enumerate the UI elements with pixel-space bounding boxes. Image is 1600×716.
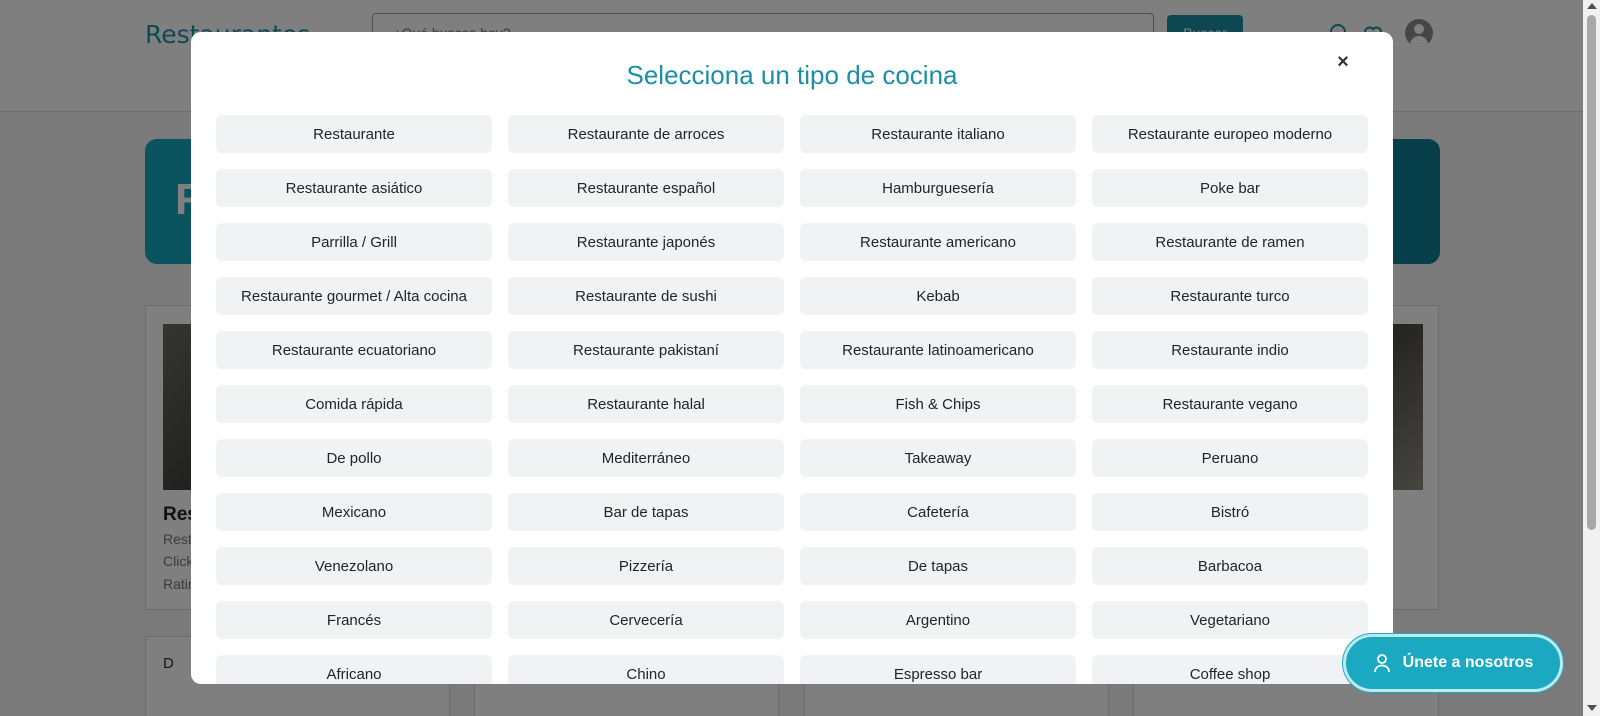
cuisine-option[interactable]: Bistró — [1092, 493, 1368, 531]
cuisine-option[interactable]: Restaurante español — [508, 169, 784, 207]
cuisine-option[interactable]: Cervecería — [508, 601, 784, 639]
cuisine-option[interactable]: Restaurante gourmet / Alta cocina — [216, 277, 492, 315]
cuisine-option[interactable]: Restaurante de sushi — [508, 277, 784, 315]
cuisine-option[interactable]: Fish & Chips — [800, 385, 1076, 423]
cuisine-option[interactable]: De tapas — [800, 547, 1076, 585]
cuisine-option[interactable]: Argentino — [800, 601, 1076, 639]
cuisine-option[interactable]: Restaurante de ramen — [1092, 223, 1368, 261]
join-us-label: Únete a nosotros — [1402, 654, 1534, 671]
cuisine-option[interactable]: Mexicano — [216, 493, 492, 531]
cuisine-option[interactable]: Francés — [216, 601, 492, 639]
scroll-down-arrow[interactable] — [1587, 705, 1597, 711]
cuisine-option[interactable]: Restaurante asiático — [216, 169, 492, 207]
cuisine-option[interactable]: Restaurante japonés — [508, 223, 784, 261]
cuisine-option[interactable]: Restaurante europeo moderno — [1092, 115, 1368, 153]
user-icon — [1373, 653, 1391, 673]
cuisine-option[interactable]: Espresso bar — [800, 655, 1076, 684]
page-scrollbar[interactable] — [1583, 0, 1600, 716]
cuisine-option[interactable]: Peruano — [1092, 439, 1368, 477]
cuisine-option[interactable]: Restaurante italiano — [800, 115, 1076, 153]
cuisine-option[interactable]: Kebab — [800, 277, 1076, 315]
cuisine-option[interactable]: Vegetariano — [1092, 601, 1368, 639]
cuisine-option[interactable]: Venezolano — [216, 547, 492, 585]
cuisine-option[interactable]: Coffee shop — [1092, 655, 1368, 684]
cuisine-option[interactable]: Poke bar — [1092, 169, 1368, 207]
cuisine-option[interactable]: Parrilla / Grill — [216, 223, 492, 261]
cuisine-option[interactable]: Restaurante — [216, 115, 492, 153]
cuisine-option[interactable]: Takeaway — [800, 439, 1076, 477]
modal-title: Selecciona un tipo de cocina — [626, 60, 958, 90]
cuisine-option[interactable]: Hamburguesería — [800, 169, 1076, 207]
join-us-button[interactable] — [1343, 634, 1563, 692]
cuisine-option[interactable]: Restaurante indio — [1092, 331, 1368, 369]
cuisine-option[interactable]: De pollo — [216, 439, 492, 477]
cuisine-option[interactable]: Chino — [508, 655, 784, 684]
cuisine-option[interactable]: Barbacoa — [1092, 547, 1368, 585]
close-button[interactable]: × — [1331, 50, 1355, 74]
cuisine-option[interactable]: Restaurante turco — [1092, 277, 1368, 315]
scroll-thumb[interactable] — [1587, 15, 1596, 530]
cuisine-option[interactable]: Mediterráneo — [508, 439, 784, 477]
scroll-up-arrow[interactable] — [1587, 3, 1597, 9]
cuisine-option[interactable]: Restaurante vegano — [1092, 385, 1368, 423]
cuisine-option[interactable]: Restaurante de arroces — [508, 115, 784, 153]
cuisine-option[interactable]: Restaurante ecuatoriano — [216, 331, 492, 369]
cuisine-option[interactable]: Restaurante halal — [508, 385, 784, 423]
cuisine-option[interactable]: Restaurante latinoamericano — [800, 331, 1076, 369]
cuisine-option[interactable]: Bar de tapas — [508, 493, 784, 531]
cuisine-option[interactable]: Comida rápida — [216, 385, 492, 423]
cuisine-option[interactable]: Restaurante pakistaní — [508, 331, 784, 369]
cuisine-option[interactable]: Africano — [216, 655, 492, 684]
cuisine-option[interactable]: Cafetería — [800, 493, 1076, 531]
cuisine-modal — [191, 32, 1393, 684]
cuisine-option[interactable]: Pizzería — [508, 547, 784, 585]
cuisine-option[interactable]: Restaurante americano — [800, 223, 1076, 261]
cuisine-grid — [216, 115, 1368, 684]
